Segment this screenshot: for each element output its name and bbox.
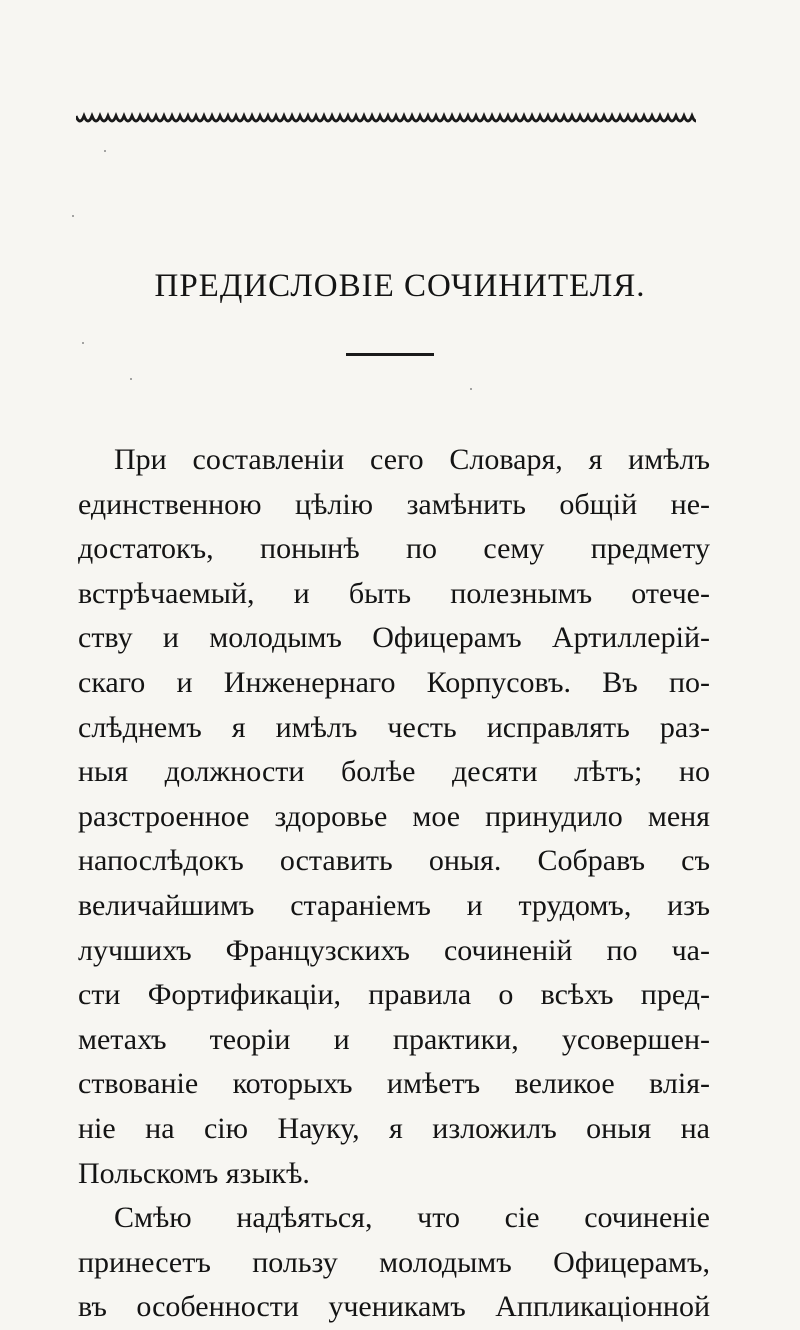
text-line: въ особенности ученикамъ Аппликаціонной [78, 1290, 710, 1324]
page-title: ПРЕДИСЛОВІЕ СОЧИНИТЕЛЯ. [154, 268, 646, 304]
paragraph-2 [78, 1196, 710, 1330]
text-line: ніе на сію Науку, я изложилъ оныя на [78, 1111, 710, 1145]
print-speck [104, 150, 106, 152]
text-line: метахъ теоріи и практики, усовершен- [78, 1022, 710, 1056]
text-line: разстроенное здоровье мое принудило меня [78, 799, 710, 833]
text-line: принесетъ пользу молодымъ Офицерамъ, [78, 1245, 710, 1279]
text-line: достатокъ, понынѣ по сему предмету [78, 532, 710, 566]
text-line: единственною цѣлію замѣнить общій не- [78, 487, 710, 521]
text-line: скаго и Инженернаго Корпусовъ. Въ по- [78, 665, 710, 699]
text-line: встрѣчаемый, и быть полезнымъ отече- [78, 576, 710, 610]
text-line: ству и молодымъ Офицерамъ Артиллерій- [78, 621, 710, 655]
wavy-rule [76, 108, 696, 130]
print-speck [470, 388, 472, 390]
text-line: ствованіе которыхъ имѣетъ великое влія- [78, 1067, 710, 1101]
text-line: При составленіи сего Словаря, я имѣлъ [114, 443, 710, 476]
print-speck [130, 378, 132, 380]
text-line: сти Фортификаціи, правила о всѣхъ пред- [78, 978, 710, 1012]
text-line: напослѣдокъ оставить оныя. Собравъ съ [78, 844, 710, 878]
text-line: лучшихъ Французскихъ сочиненій по ча- [78, 933, 710, 967]
print-speck [72, 215, 74, 217]
text-line: Польскомъ языкѣ. [78, 1156, 310, 1190]
header-ornament [76, 108, 696, 130]
title-divider [346, 353, 434, 356]
text-line: ныя должности болѣе десяти лѣтъ; но [78, 755, 710, 789]
print-speck [82, 342, 84, 344]
paragraph-1 [78, 438, 710, 1196]
text-line: величайшимъ стараніемъ и трудомъ, изъ [78, 888, 710, 922]
preface-text [78, 438, 710, 1330]
text-line: слѣднемъ я имѣлъ честь исправлять раз- [78, 710, 710, 744]
text-line: Смѣю надѣяться, что сіе сочиненіе [114, 1201, 710, 1235]
